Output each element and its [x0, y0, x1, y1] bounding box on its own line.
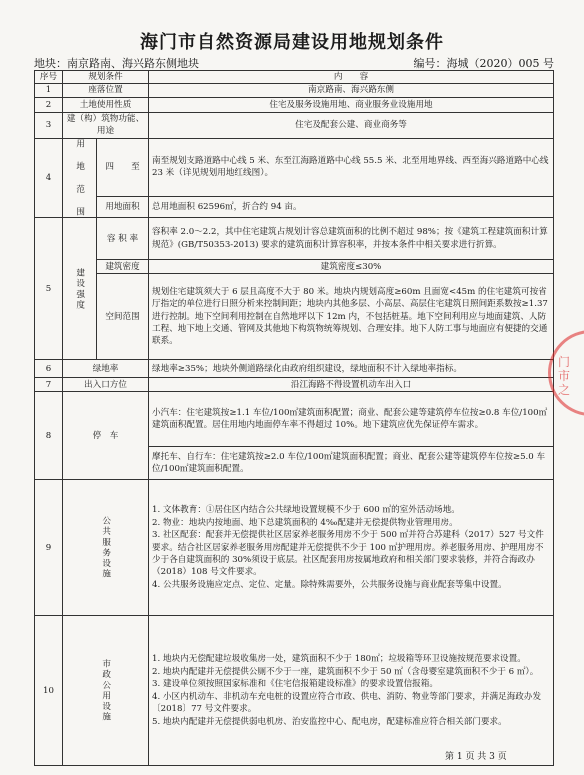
table-row	[35, 360, 554, 378]
row-item: 绿地率	[63, 360, 149, 378]
row-subitem: 容 积 率	[97, 218, 149, 260]
table-row	[35, 378, 554, 392]
list-item: 5. 地块内配建并无偿提供弱电机房、治安监控中心、配电房，配建标准应符合相关部门要求。	[152, 716, 507, 727]
table-row	[35, 616, 554, 766]
row-content: 小汽车：住宅建筑按≥1.1 车位/100㎡建筑面积配置；商业、配套公建等建筑停车位按≥0.8 车位/100㎡建筑面积配置。居住用地内地面停车率不得超过 10%。地下建筑应优先保证停车需求。	[149, 392, 554, 447]
conditions-table	[34, 70, 554, 766]
table-row	[35, 260, 554, 274]
row-item-text: 公共服务设施	[100, 516, 111, 580]
list-item: 1. 文体教育：①居住区内结合公共绿地设置规模不少于 600 ㎡的室外活动场地。	[152, 505, 460, 516]
list-item: 3. 社区配套：配套并无偿提供社区居家养老服务用房不少于 500 ㎡并符合苏建科（2017）527 号文件要求。结合社区居家养老服务用房配建并无偿提供不少于 100 ㎡护理用房。养老服务用房、护理用房不少于各自建筑面积的 30%须设于底层。社区配套用房按属地政府和相关部门要求装修，并符合海政办（2018）108 号文件要求。	[152, 530, 544, 578]
row-content: 住宅及服务设施用地、商业服务业设施用地	[149, 97, 554, 112]
row-no: 9	[35, 480, 63, 616]
table-header-row	[35, 71, 554, 84]
row-content	[149, 616, 554, 766]
row-item-text: 用 地 范 围	[74, 138, 85, 218]
header-content: 内 容	[149, 71, 554, 84]
row-no: 6	[35, 360, 63, 378]
row-item: 停 车	[63, 392, 149, 480]
row-content: 容积率 2.0～2.2，其中住宅建筑占规划计容总建筑面积的比例不超过 98%；按《建筑工程建筑面积计算规范》(GB/T50353-2013) 要求的建筑面积计算容积率，并按本条件中相关要求进行折算。	[149, 218, 554, 260]
document-number: 编号：海城（2020）005 号	[413, 57, 554, 70]
row-item: 座落位置	[63, 84, 149, 97]
row-no: 8	[35, 392, 63, 480]
row-item-text: 市政公用设施	[100, 659, 111, 723]
row-content: 沿江海路不得设置机动车出入口	[149, 378, 554, 392]
row-content: 总用地面积 62596㎡，折合约 94 亩。	[149, 196, 554, 218]
row-no: 2	[35, 97, 63, 112]
row-item: 出入口方位	[63, 378, 149, 392]
row-item	[63, 218, 97, 360]
row-content: 规划住宅建筑须大于 6 层且高度不大于 80 米。地块内规划高度≥60m 且面宽<45m 的住宅建筑可按省厅指定的单位进行日照分析来控制间距；地块内其他多层、小高层、高层住宅建筑日照间距系数按≥1.37 进行控制。地下空间利用控制在自然地坪以下 12m 内，不包括桩基。地下空间利用应与地面建筑、人防工程、地下地上交通、管网及其他地下构筑物统筹规划、合理安排。地下人防工事与地面应有便捷的交通联系。	[149, 274, 554, 360]
row-item-text: 建设强度	[74, 267, 85, 311]
seal-text: 门市之	[558, 355, 571, 397]
row-item	[63, 616, 149, 766]
list-item: 2. 地块内配建并无偿提供公厕不少于一座，建筑面积不少于 50 ㎡（含母婴室建筑面积不少于 6 ㎡）。	[152, 666, 539, 677]
row-subitem: 建筑密度	[97, 260, 149, 274]
table-row	[35, 84, 554, 97]
row-content: 建筑密度≤30%	[149, 260, 554, 274]
row-no: 10	[35, 616, 63, 766]
row-no: 3	[35, 112, 63, 138]
row-content: 摩托车、自行车：住宅建筑按≥2.0 车位/100㎡建筑面积配置；商业、配套公建等建筑停车位按≥5.0 车位/100㎡建筑面积配置。	[149, 447, 554, 480]
table-row	[35, 274, 554, 360]
header-item: 规划条件	[63, 71, 149, 84]
list-item: 3. 建设单位须按照国家标准和《住宅信报箱建设标准》的要求设置信报箱。	[152, 679, 438, 690]
row-subitem: 用地面积	[97, 196, 149, 218]
table-row	[35, 392, 554, 447]
list-item: 2. 物业：地块内按地面、地下总建筑面积的 4‰配建并无偿提供物业管理用房。	[152, 517, 458, 528]
row-no: 5	[35, 218, 63, 360]
table-row	[35, 480, 554, 616]
row-item: 土地使用性质	[63, 97, 149, 112]
row-no: 7	[35, 378, 63, 392]
list-item: 4. 小区内机动车、非机动车充电桩的设置应符合市政、供电、消防、物业等部门要求，并满足海政办发〔2018〕77 号文件要求。	[152, 691, 542, 715]
row-item: 建（构）筑物功能、用途	[63, 112, 149, 138]
list-item: 1. 地块内无偿配建垃圾收集房一处，建筑面积不少于 180㎡；垃圾箱等环卫设施按规范要求设置。	[152, 654, 526, 665]
row-content: 住宅及配套公建、商业商务等	[149, 112, 554, 138]
row-content	[149, 480, 554, 616]
table-row	[35, 218, 554, 260]
row-content: 绿地率≥35%；地块外侧道路绿化由政府组织建设，绿地面积不计入绿地率指标。	[149, 360, 554, 378]
page-footer: 第 1 页 共 3 页	[445, 752, 507, 762]
row-content: 南京路南、海兴路东侧	[149, 84, 554, 97]
plot-label: 地块：南京路南、海兴路东侧地块	[34, 57, 199, 70]
table-row	[35, 112, 554, 138]
row-content: 南至规划支路道路中心线 5 米、东至江海路道路中心线 55.5 米、北至用地界线、西至海兴路道路中心线 23 米（详见规划用地红线图）。	[149, 138, 554, 196]
list-item: 4. 公共服务设施应定点、定位、定量。除特殊需要外，公共服务设施与商业配套等集中设置。	[152, 579, 507, 590]
row-item	[63, 138, 97, 217]
header-no: 序号	[35, 71, 63, 84]
table-row	[35, 97, 554, 112]
table-row	[35, 196, 554, 218]
row-subitem: 空间范围	[97, 274, 149, 360]
row-item	[63, 480, 149, 616]
table-row	[35, 138, 554, 196]
row-no: 4	[35, 138, 63, 217]
document-title: 海门市自然资源局建设用地规划条件	[140, 32, 444, 53]
row-no: 1	[35, 84, 63, 97]
row-subitem: 四 至	[97, 138, 149, 196]
